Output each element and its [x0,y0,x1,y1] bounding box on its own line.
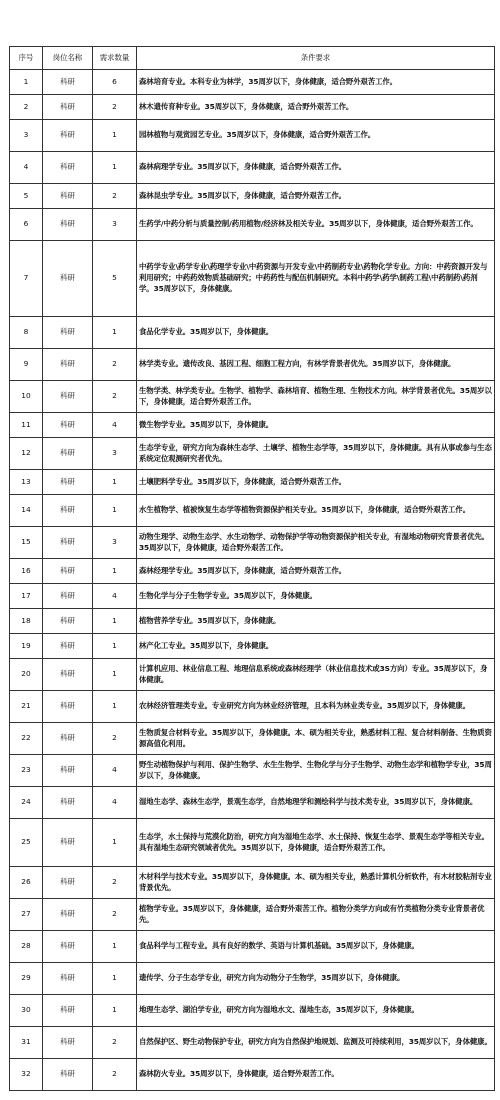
cell-no: 14 [10,495,43,527]
cell-post: 科研 [43,787,93,819]
cell-count: 1 [93,152,137,184]
table-body [10,70,495,1091]
cell-post: 科研 [43,438,93,470]
cell-requirements: 农林经济管理类专业。专业研究方向为林业经济管理，且本科为林业类专业。35周岁以下，身体健康。 [137,691,495,723]
table-row [10,931,495,963]
cell-requirements: 中药学专业\药学专业\药理学专业\中药资源与开发专业\中药制药专业\药物化学专业。方向：中药资源开发与利用研究；中药药效物质基础研究；中药药性与配伍机制研究。本科中药学\药学\制药工程\中药制药\药剂学。35周岁以下，身体健康。 [137,241,495,317]
cell-no: 15 [10,527,43,559]
cell-post: 科研 [43,963,93,995]
cell-post: 科研 [43,184,93,209]
cell-requirements: 生药学/中药分析与质量控制/药用植物/经济林及相关专业。35周岁以下，身体健康，适合野外艰苦工作。 [137,209,495,241]
cell-count: 2 [93,867,137,899]
cell-no: 32 [10,1059,43,1091]
cell-count: 3 [93,438,137,470]
cell-post: 科研 [43,559,93,584]
cell-requirements: 森林防火专业。35周岁以下，身体健康，适合野外艰苦工作。 [137,1059,495,1091]
cell-no: 27 [10,899,43,931]
cell-requirements: 森林培育专业。本科专业为林学，35周岁以下，身体健康，适合野外艰苦工作。 [137,70,495,95]
table-row [10,963,495,995]
table-row [10,787,495,819]
cell-count: 1 [93,931,137,963]
cell-requirements: 地理生态学、湖泊学专业，研究方向为湿地水文、湿地生态，35周岁以下，身体健康。 [137,995,495,1027]
cell-no: 26 [10,867,43,899]
cell-post: 科研 [43,413,93,438]
table-row [10,1027,495,1059]
cell-post: 科研 [43,659,93,691]
table-row [10,1059,495,1091]
table-row [10,381,495,413]
table-row [10,241,495,317]
cell-no: 28 [10,931,43,963]
cell-requirements: 植物营养学专业。35周岁以下，身体健康。 [137,609,495,634]
cell-count: 1 [93,963,137,995]
table-header-row [10,47,495,70]
cell-count: 1 [93,634,137,659]
cell-requirements: 生物化学与分子生物学专业。35周岁以下，身体健康。 [137,584,495,609]
cell-post: 科研 [43,755,93,787]
cell-no: 3 [10,120,43,152]
column-header-requirements: 条件要求 [137,47,495,70]
cell-no: 17 [10,584,43,609]
cell-no: 31 [10,1027,43,1059]
table-row [10,819,495,867]
cell-post: 科研 [43,152,93,184]
cell-post: 科研 [43,691,93,723]
table-row [10,95,495,120]
cell-no: 23 [10,755,43,787]
cell-post: 科研 [43,495,93,527]
cell-post: 科研 [43,349,93,381]
cell-requirements: 生物质复合材料专业。35周岁以下，身体健康。本、硕为相关专业，熟悉材料工程、复合材料制备、生物质资源高值化利用。 [137,723,495,755]
cell-count: 2 [93,1027,137,1059]
table-row [10,470,495,495]
cell-no: 29 [10,963,43,995]
cell-count: 1 [93,495,137,527]
cell-requirements: 生态学专业，研究方向为森林生态学、土壤学、植物生态学等，35周岁以下，身体健康。具有从事或参与生态系统定位观测研究者优先。 [137,438,495,470]
cell-requirements: 林产化工专业。35周岁以下，身体健康。 [137,634,495,659]
table-row [10,527,495,559]
cell-count: 3 [93,527,137,559]
cell-count: 2 [93,899,137,931]
table-row [10,659,495,691]
cell-requirements: 微生物学专业。35周岁以下，身体健康。 [137,413,495,438]
table-row [10,317,495,349]
cell-no: 13 [10,470,43,495]
cell-count: 2 [93,349,137,381]
table-row [10,349,495,381]
cell-post: 科研 [43,70,93,95]
cell-count: 2 [93,1059,137,1091]
cell-post: 科研 [43,1059,93,1091]
cell-count: 1 [93,470,137,495]
cell-post: 科研 [43,723,93,755]
cell-no: 1 [10,70,43,95]
cell-no: 4 [10,152,43,184]
cell-no: 25 [10,819,43,867]
cell-post: 科研 [43,899,93,931]
cell-requirements: 园林植物与观赏园艺专业。35周岁以下，身体健康，适合野外艰苦工作。 [137,120,495,152]
cell-post: 科研 [43,120,93,152]
cell-requirements: 自然保护区、野生动物保护专业，研究方向为自然保护地规划、监测及可持续利用，35周岁以下，身体健康。 [137,1027,495,1059]
cell-count: 3 [93,209,137,241]
cell-count: 4 [93,755,137,787]
cell-post: 科研 [43,209,93,241]
cell-no: 30 [10,995,43,1027]
cell-no: 12 [10,438,43,470]
cell-no: 7 [10,241,43,317]
cell-post: 科研 [43,609,93,634]
cell-requirements: 生态学，水土保持与荒漠化防治，研究方向为湿地生态学、水土保持、恢复生态学、景观生态学等相关专业。具有湿地生态研究领域者优先。35周岁以下，身体健康，适合野外艰苦工作。 [137,819,495,867]
cell-requirements: 遗传学、分子生态学专业，研究方向为动物分子生物学，35周岁以下，身体健康。 [137,963,495,995]
cell-count: 1 [93,819,137,867]
cell-requirements: 食品化学专业。35周岁以下，身体健康。 [137,317,495,349]
cell-post: 科研 [43,867,93,899]
table-row [10,559,495,584]
table-row [10,184,495,209]
cell-no: 18 [10,609,43,634]
cell-count: 1 [93,691,137,723]
cell-count: 4 [93,413,137,438]
table-row [10,634,495,659]
cell-count: 1 [93,559,137,584]
cell-no: 16 [10,559,43,584]
cell-requirements: 动物生理学、动物生态学、水生动物学、动物保护学等动物资源保护相关专业，有湿地动物研究背景者优先。35周岁以下，身体健康，适合野外艰苦工作。 [137,527,495,559]
cell-post: 科研 [43,634,93,659]
cell-count: 2 [93,723,137,755]
cell-count: 4 [93,584,137,609]
table-row [10,723,495,755]
cell-count: 2 [93,95,137,120]
table-row [10,899,495,931]
cell-no: 10 [10,381,43,413]
cell-no: 20 [10,659,43,691]
table-row [10,413,495,438]
cell-post: 科研 [43,527,93,559]
cell-post: 科研 [43,819,93,867]
cell-post: 科研 [43,317,93,349]
column-header-no: 序号 [10,47,43,70]
cell-requirements: 水生植物学、植被恢复生态学等植物资源保护相关专业。35周岁以下，身体健康，适合野外艰苦工作。 [137,495,495,527]
requirements-sheet [9,46,494,1091]
cell-requirements: 林木遗传育种专业。35周岁以下，身体健康，适合野外艰苦工作。 [137,95,495,120]
cell-post: 科研 [43,995,93,1027]
cell-count: 5 [93,241,137,317]
table-row [10,584,495,609]
cell-post: 科研 [43,241,93,317]
cell-no: 21 [10,691,43,723]
cell-no: 2 [10,95,43,120]
requirements-table [9,46,495,1091]
cell-requirements: 生物学类、林学类专业。生物学、植物学、森林培育、植物生理、生物技术方向。林学背景者优先。35周岁以下，身体健康，适合野外艰苦工作。 [137,381,495,413]
cell-requirements: 计算机应用、林业信息工程、地理信息系统或森林经理学（林业信息技术或3S方向）专业。35周岁以下，身体健康。 [137,659,495,691]
table-row [10,495,495,527]
cell-no: 9 [10,349,43,381]
table-row [10,152,495,184]
column-header-count: 需求数量 [93,47,137,70]
cell-no: 24 [10,787,43,819]
cell-requirements: 野生动植物保护与利用、保护生物学、水生生物学、生物化学与分子生物学、动物生态学和植物学专业，35周岁以下，身体健康。 [137,755,495,787]
cell-requirements: 土壤肥料学专业。35周岁以下，身体健康，适合野外艰苦工作。 [137,470,495,495]
table-row [10,755,495,787]
cell-post: 科研 [43,931,93,963]
cell-post: 科研 [43,470,93,495]
cell-post: 科研 [43,1027,93,1059]
cell-requirements: 食品科学与工程专业。具有良好的数学、英语与计算机基础。35周岁以下，身体健康。 [137,931,495,963]
cell-count: 2 [93,184,137,209]
cell-requirements: 森林昆虫学专业。35周岁以下，身体健康，适合野外艰苦工作。 [137,184,495,209]
table-row [10,209,495,241]
cell-post: 科研 [43,584,93,609]
cell-no: 11 [10,413,43,438]
cell-count: 2 [93,381,137,413]
cell-requirements: 植物学专业。35周岁以下，身体健康，适合野外艰苦工作。植物分类学方向或有竹类植物分类专业背景者优先。 [137,899,495,931]
cell-no: 5 [10,184,43,209]
table-row [10,438,495,470]
cell-count: 1 [93,609,137,634]
cell-post: 科研 [43,381,93,413]
table-row [10,120,495,152]
cell-post: 科研 [43,95,93,120]
cell-requirements: 木材科学与技术专业。35周岁以下，身体健康。本、硕为相关专业，熟悉计算机分析软件，有木材胶粘剂专业背景优先。 [137,867,495,899]
table-row [10,70,495,95]
cell-count: 1 [93,120,137,152]
cell-no: 6 [10,209,43,241]
table-row [10,867,495,899]
cell-no: 19 [10,634,43,659]
cell-requirements: 森林经理学专业。35周岁以下，身体健康，适合野外艰苦工作。 [137,559,495,584]
cell-no: 8 [10,317,43,349]
cell-count: 1 [93,317,137,349]
table-row [10,995,495,1027]
cell-count: 1 [93,659,137,691]
cell-count: 1 [93,995,137,1027]
table-row [10,691,495,723]
cell-count: 4 [93,787,137,819]
table-row [10,609,495,634]
cell-no: 22 [10,723,43,755]
cell-requirements: 湿地生态学、森林生态学，景观生态学，自然地理学和测绘科学与技术类专业，35周岁以下，身体健康。 [137,787,495,819]
cell-requirements: 林学类专业。遗传改良、基因工程、细胞工程方向，有林学背景者优先。35周岁以下，身体健康。 [137,349,495,381]
cell-requirements: 森林病理学专业。35周岁以下，身体健康，适合野外艰苦工作。 [137,152,495,184]
column-header-post: 岗位名称 [43,47,93,70]
cell-count: 6 [93,70,137,95]
